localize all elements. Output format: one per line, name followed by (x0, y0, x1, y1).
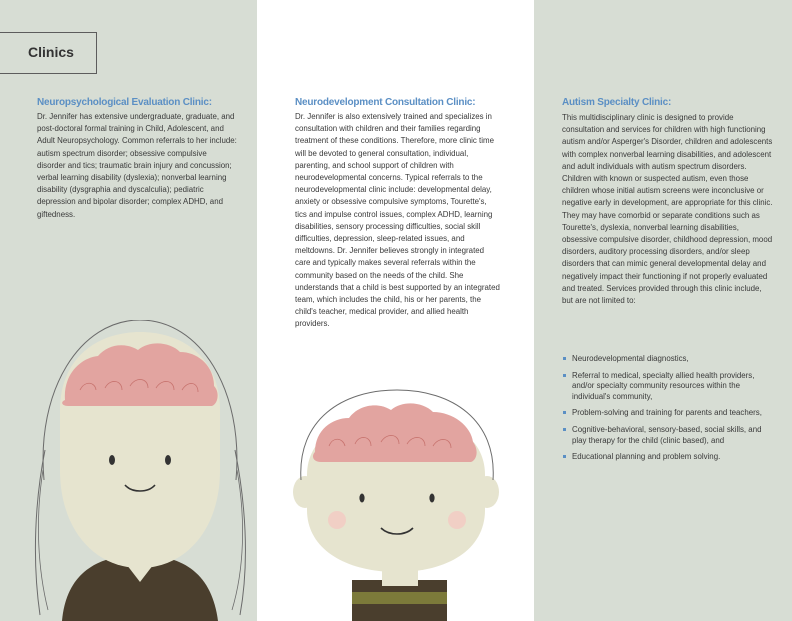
middle-panel (257, 0, 534, 621)
neurodevelopment-body-text: Dr. Jennifer is also extensively trained and specializes in consultation with children and their families regarding treatment of these conditions. Therefore, more clinic time will be devoted to general consultation, individual, parenting, and school support of children with neurodevelopmental concerns. Typical referrals to the neurodevelopmental clinic include: developmental delay, anxiety or obsessive compulsive symptoms, Tourette's, tics and impulse control issues, complex ADHD, learning disabilities, sensory processing difficulties, social skill difficulties, depression, sleep-related issues, and meltdowns. Dr. Jennifer believes strongly in integrated care and typically makes several referrals within the community based on the needs of the child. She understands that a child is best supported by an integrated team, which includes the child, his or her parents, the child's teacher, medical provider, and allied health providers. (295, 112, 500, 329)
autism-heading: Autism Specialty Clinic: (562, 97, 672, 108)
neuropsych-body (37, 111, 237, 221)
clinics-tab (0, 32, 97, 74)
list-item: Referral to medical, specialty allied health providers, and/or specialty community resources within the individual's community, (562, 371, 776, 403)
services-list (562, 354, 776, 469)
neuropsych-heading: Neuropsychological Evaluation Clinic: (37, 97, 212, 108)
autism-body (562, 112, 774, 307)
neurodevelopment-body (295, 111, 500, 331)
girl-illustration (0, 320, 257, 621)
boy-illustration (257, 380, 534, 621)
autism-body-text: This multidisciplinary clinic is designed to provide consultation and services for children with high functioning autism and/or Asperger's Disorder, children and adolescents with complex nonverbal learning disabilities, and adolescent and adult individuals with autism spectrum disorders. Children with known or suspected autism, even those children whose initial autism screens were inconclusive or negative early in development, are appropriate for this clinic. They may have comorbid or separate conditions such as Tourette's, dyslexia, nonverbal learning disabilities, obsessive compulsive disorder, childhood depression, mood disorders, auditory processing disorders, and/or sleep disorders that can mimic general developmental delay and negatively impact their functioning if not properly evaluated and treated. Services provided through this clinic include, but are not limited to: (562, 113, 773, 306)
left-panel (0, 0, 257, 621)
list-item: Educational planning and problem solving. (562, 452, 776, 463)
list-item: Neurodevelopmental diagnostics, (562, 354, 776, 365)
list-item: Problem-solving and training for parents and teachers, (562, 408, 776, 419)
neuropsych-body-text: Dr. Jennifer has extensive undergraduate, graduate, and post-doctoral formal training in Child, Adolescent, and Adult Neuropsychology. Common referrals to her include: autism spectrum disorder; obsessive compulsive disorder and tics; traumatic brain injury and concussion; verbal learning disability (dyslexia); nonverbal learning disability (dysgraphia and dyscalculia); pediatric depression and bipolar disorder; complex ADHD, and giftedness. (37, 112, 237, 219)
neurodevelopment-heading: Neurodevelopment Consultation Clinic: (295, 97, 476, 108)
clinics-tab-label: Clinics (28, 44, 74, 60)
right-panel (534, 0, 792, 621)
list-item: Cognitive-behavioral, sensory-based, social skills, and play therapy for the child (clinic based), and (562, 425, 776, 446)
